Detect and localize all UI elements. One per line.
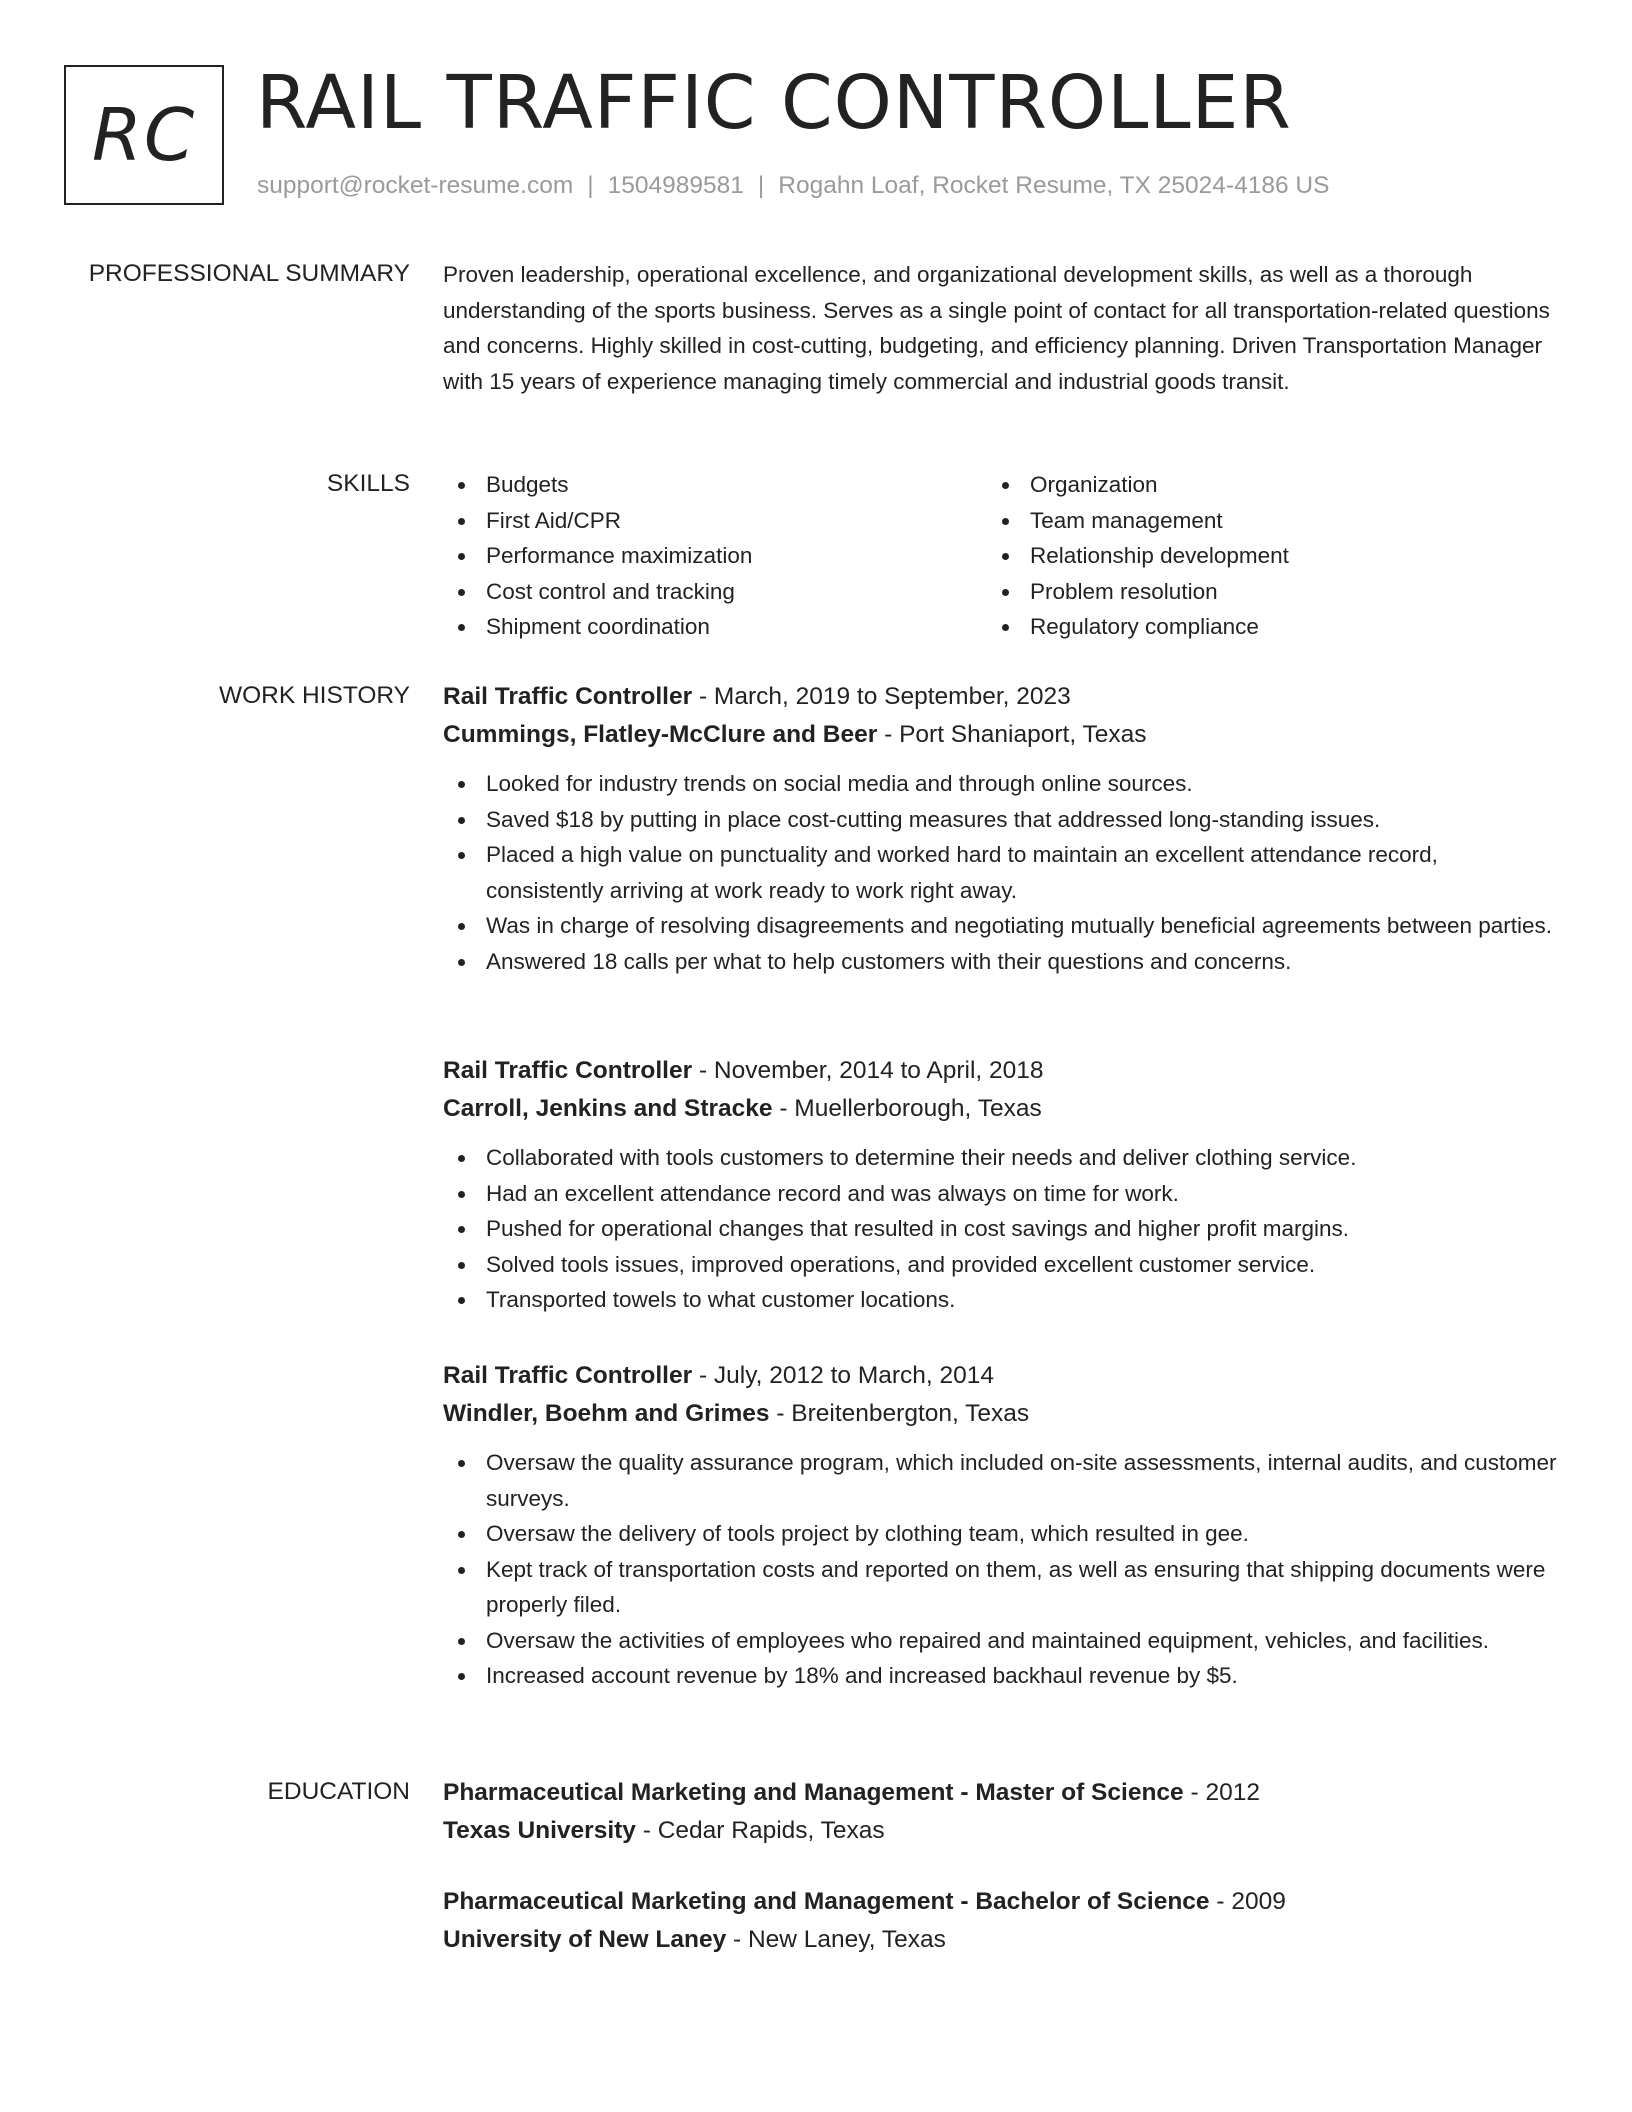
skills-list-right <box>987 467 1531 645</box>
section-label-education: EDUCATION <box>267 1778 410 1805</box>
education-degree: Pharmaceutical Marketing and Management - Master of Science <box>443 1779 1184 1806</box>
job-title-line <box>443 1052 1558 1090</box>
job-dates: - November, 2014 to April, 2018 <box>692 1057 1044 1084</box>
section-label-summary: PROFESSIONAL SUMMARY <box>88 260 410 287</box>
job-entry <box>443 1052 1558 1318</box>
job-entry <box>443 1357 1558 1694</box>
job-location: - Breitenbergton, Texas <box>769 1400 1030 1427</box>
skills-body <box>443 467 1558 645</box>
summary-text: Proven leadership, operational excellence, and organizational development skills, as well as a thorough understanding of the sports business. Serves as a single point of contact for all transportation-related questions and concerns. Highly skilled in cost-cutting, budgeting, and efficiency planning. Driven Transportation Manager with 15 years of experience managing timely commercial and industrial goods transit. <box>443 262 1550 394</box>
job-title-line <box>443 1357 1558 1395</box>
job-duty: Oversaw the quality assurance program, which included on-site assessments, internal audits, and customer surveys. <box>443 1445 1558 1516</box>
skill-item: Organization <box>987 467 1531 503</box>
job-company-line <box>443 1395 1558 1433</box>
education-school-line <box>443 1812 1558 1850</box>
job-title: Rail Traffic Controller <box>443 683 693 710</box>
skill-item: Problem resolution <box>987 574 1531 610</box>
job-duty: Solved tools issues, improved operations, and provided excellent customer service. <box>443 1247 1558 1283</box>
job-company-line <box>443 716 1558 754</box>
job-duty: Placed a high value on punctuality and worked hard to maintain an excellent attendance record, consistently arriving at work ready to work right away. <box>443 837 1558 908</box>
education-degree-line <box>443 1883 1286 1921</box>
resume-title: RAIL TRAFFIC CONTROLLER <box>256 60 1292 146</box>
section-label-skills: SKILLS <box>326 470 410 497</box>
job-title: Rail Traffic Controller <box>443 1362 693 1389</box>
education-degree-line <box>443 1774 1558 1812</box>
skill-item: Cost control and tracking <box>443 574 987 610</box>
education-school-line <box>443 1921 1286 1959</box>
job-duty: Collaborated with tools customers to determine their needs and deliver clothing service. <box>443 1140 1558 1176</box>
job-duty: Answered 18 calls per what to help customers with their questions and concerns. <box>443 944 1558 980</box>
job-company-line <box>443 1090 1558 1128</box>
job-duties <box>443 1445 1558 1694</box>
job-duties <box>443 1140 1558 1318</box>
education-school: University of New Laney <box>443 1926 727 1953</box>
work-history-body <box>443 678 1558 1688</box>
skill-item: Performance maximization <box>443 538 987 574</box>
skill-item: Relationship development <box>987 538 1531 574</box>
education-location: - New Laney, Texas <box>726 1926 946 1953</box>
education-school: Texas University <box>443 1817 636 1844</box>
education-entry <box>443 1883 1286 1959</box>
job-duty: Increased account revenue by 18% and increased backhaul revenue by $5. <box>443 1658 1558 1694</box>
job-company: Cummings, Flatley-McClure and Beer <box>443 721 878 748</box>
job-duty: Oversaw the delivery of tools project by clothing team, which resulted in gee. <box>443 1516 1558 1552</box>
skills-list-left <box>443 467 987 645</box>
job-duty: Looked for industry trends on social media and through online sources. <box>443 766 1558 802</box>
summary-body <box>443 257 1558 399</box>
contact-separator: | <box>587 172 594 199</box>
education-year: - 2012 <box>1183 1779 1260 1806</box>
skill-item: Team management <box>987 503 1531 539</box>
job-title: Rail Traffic Controller <box>443 1057 693 1084</box>
skill-item: Regulatory compliance <box>987 609 1531 645</box>
job-duty: Pushed for operational changes that resulted in cost savings and higher profit margins. <box>443 1211 1558 1247</box>
skill-item: Shipment coordination <box>443 609 987 645</box>
contact-line <box>257 172 1329 200</box>
education-location: - Cedar Rapids, Texas <box>635 1817 885 1844</box>
job-duty: Kept track of transportation costs and reported on them, as well as ensuring that shipping documents were properly filed. <box>443 1552 1558 1623</box>
contact-phone: 1504989581 <box>607 172 744 199</box>
skill-item: First Aid/CPR <box>443 503 987 539</box>
education-degree: Pharmaceutical Marketing and Management - Bachelor of Science <box>443 1888 1210 1915</box>
skill-item: Budgets <box>443 467 987 503</box>
job-duty: Saved $18 by putting in place cost-cutting measures that addressed long-standing issues. <box>443 802 1558 838</box>
job-duty: Oversaw the activities of employees who repaired and maintained equipment, vehicles, and facilities. <box>443 1623 1558 1659</box>
job-duty: Was in charge of resolving disagreements and negotiating mutually beneficial agreements between parties. <box>443 908 1558 944</box>
contact-email: support@rocket-resume.com <box>257 172 574 199</box>
job-duty: Transported towels to what customer locations. <box>443 1282 1558 1318</box>
job-entry <box>443 678 1558 979</box>
job-dates: - March, 2019 to September, 2023 <box>692 683 1071 710</box>
job-location: - Port Shaniaport, Texas <box>877 721 1147 748</box>
education-year: - 2009 <box>1209 1888 1286 1915</box>
job-duty: Had an excellent attendance record and was always on time for work. <box>443 1176 1558 1212</box>
contact-separator: | <box>757 172 765 199</box>
monogram-text: RC <box>91 93 197 177</box>
job-location: - Muellerborough, Texas <box>772 1095 1042 1122</box>
job-dates: - July, 2012 to March, 2014 <box>692 1362 995 1389</box>
contact-address: Rogahn Loaf, Rocket Resume, TX 25024-4186 US <box>778 172 1330 199</box>
job-company: Windler, Boehm and Grimes <box>443 1400 770 1427</box>
education-body <box>443 1774 1558 1953</box>
job-company: Carroll, Jenkins and Stracke <box>443 1095 773 1122</box>
job-title-line <box>443 678 1558 716</box>
section-label-work-history: WORK HISTORY <box>218 682 410 709</box>
education-entry <box>443 1774 1558 1850</box>
job-duties <box>443 766 1558 979</box>
monogram-badge <box>64 65 224 205</box>
